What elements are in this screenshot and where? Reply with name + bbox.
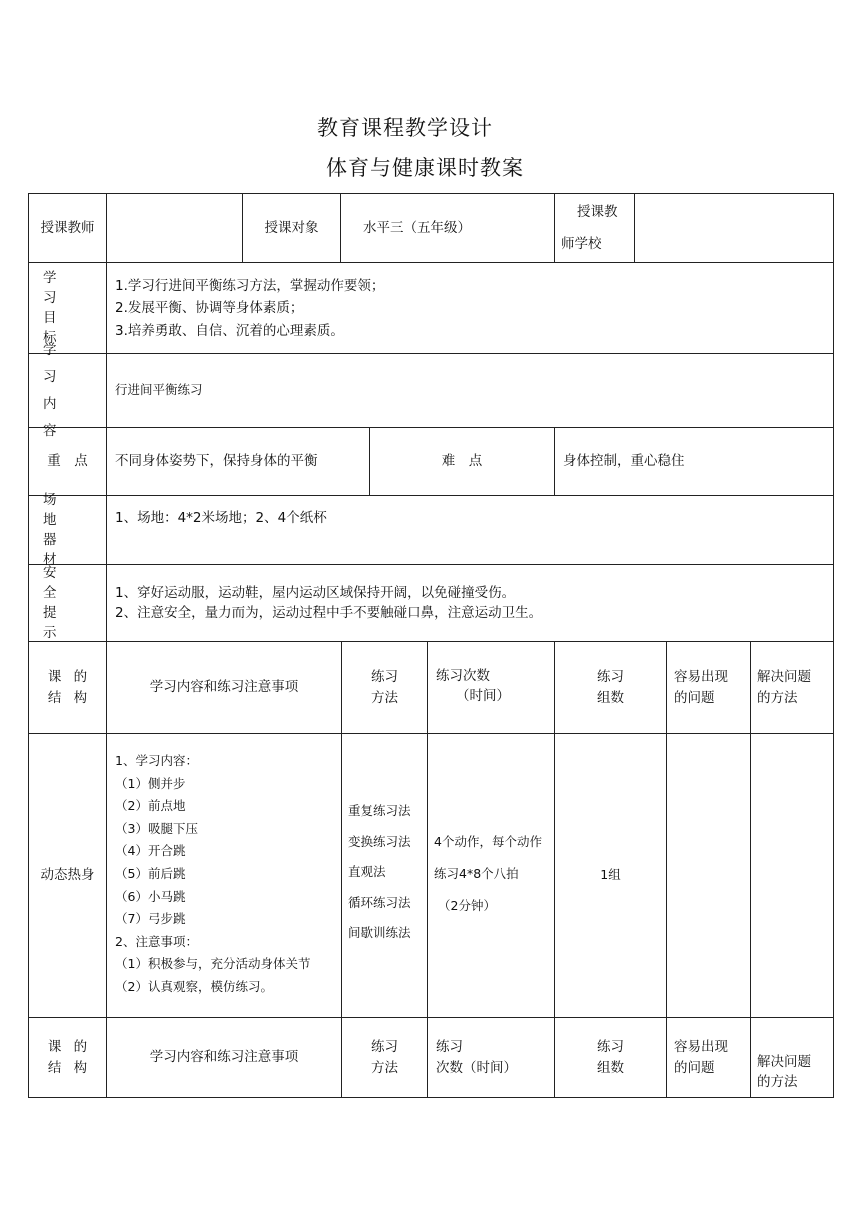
structure-header-2-line1: 课 的 <box>47 1039 92 1056</box>
problems-header-2-line2: 的问题 <box>674 1059 715 1076</box>
warmup-methods <box>342 734 428 1018</box>
groups-header-line2: 组数 <box>597 689 624 706</box>
venue-label-line2: 器 材 <box>43 532 71 569</box>
warmup-label: 动态热身 <box>29 734 107 1018</box>
target-value: 水平三（五年级） <box>341 194 555 263</box>
warmup-line: （6）小马跳 <box>115 888 186 904</box>
school-label-line1: 授课教 <box>577 204 618 220</box>
lesson-plan-table <box>28 193 834 1098</box>
school-label-line2: 师学校 <box>561 236 602 252</box>
content-label-line2: 内 容 <box>43 395 71 439</box>
safety-label <box>29 565 107 642</box>
solutions-header-2 <box>751 1018 834 1098</box>
venue-label <box>29 491 107 569</box>
structure-header-2 <box>29 1018 107 1098</box>
method-header <box>342 642 428 734</box>
safety-label-line1: 安 全 <box>43 564 71 601</box>
solutions-header-line2: 的方法 <box>757 689 798 706</box>
method-header-line1: 练习 <box>371 669 398 686</box>
warmup-line: （5）前后跳 <box>115 865 186 881</box>
safety-label-line2: 提 示 <box>43 605 71 642</box>
warmup-content <box>107 734 342 1018</box>
goals-label-line2: 目 标 <box>43 310 71 347</box>
goal-item: 3.培养勇敢、自信、沉着的心理素质。 <box>115 322 344 339</box>
structure-header-line1: 课 的 <box>47 669 92 686</box>
problems-header-2-line1: 容易出现 <box>674 1039 728 1056</box>
solutions-header-2-line2: 的方法 <box>757 1074 798 1091</box>
warmup-line: 2、注意事项： <box>115 933 198 949</box>
key-value: 不同身体姿势下，保持身体的平衡 <box>107 428 370 496</box>
warmup-method: 间歇训练法 <box>348 925 411 940</box>
problems-header-line1: 容易出现 <box>674 669 728 686</box>
problems-header-2 <box>667 1018 751 1098</box>
safety-list <box>107 565 834 642</box>
groups-header-2-line1: 练习 <box>597 1039 624 1056</box>
safety-item: 2、注意安全，量力而为，运动过程中手不要触碰口鼻，注意运动卫生。 <box>115 605 543 621</box>
problems-header <box>667 642 751 734</box>
times-header-2 <box>428 1018 555 1098</box>
times-header-line2: （时间） <box>456 688 510 704</box>
goal-item: 1.学习行进间平衡练习方法，掌握动作要领； <box>115 278 385 294</box>
problems-header-line2: 的问题 <box>674 689 715 706</box>
warmup-line: （2）认真观察，模仿练习。 <box>115 978 273 994</box>
school-value <box>635 194 834 263</box>
groups-header <box>555 642 667 734</box>
warmup-times-line: （2分钟） <box>438 898 496 913</box>
warmup-times-line: 练习4*8个八拍 <box>434 866 519 881</box>
warmup-method: 直观法 <box>348 864 386 879</box>
content-label <box>29 341 107 439</box>
goal-item: 2.发展平衡、协调等身体素质； <box>115 300 304 317</box>
school-label <box>555 194 635 263</box>
document-title: 教育课程教学设计 <box>317 116 493 140</box>
times-header <box>428 642 555 734</box>
difficulty-value: 身体控制，重心稳住 <box>555 428 834 496</box>
content-label-line1: 学 习 <box>43 341 71 385</box>
structure-header <box>29 642 107 734</box>
key-label: 重 点 <box>29 428 107 496</box>
difficulty-label: 难 点 <box>370 428 555 496</box>
solutions-header-2-line1: 解决问题 <box>757 1054 811 1070</box>
groups-header-2 <box>555 1018 667 1098</box>
teacher-label: 授课教师 <box>29 194 107 263</box>
warmup-method: 循环练习法 <box>348 894 411 910</box>
content-header-2: 学习内容和练习注意事项 <box>107 1018 342 1098</box>
warmup-line: （3）吸腿下压 <box>115 820 198 836</box>
method-header-line2: 方法 <box>371 689 398 706</box>
document-subtitle: 体育与健康课时教案 <box>326 156 524 180</box>
warmup-method: 变换练习法 <box>348 833 411 849</box>
method-header-2 <box>342 1018 428 1098</box>
content-header: 学习内容和练习注意事项 <box>107 642 342 734</box>
groups-header-2-line2: 组数 <box>597 1059 624 1076</box>
warmup-line: （1）侧并步 <box>115 775 186 791</box>
venue-text: 1、场地：4*2米场地；2、4个纸杯 <box>115 510 327 526</box>
warmup-solutions <box>751 734 834 1018</box>
content-value: 行进间平衡练习 <box>107 354 834 428</box>
times-header-line1: 练习次数 <box>436 668 490 684</box>
structure-header-line2: 结 构 <box>47 689 92 706</box>
method-header-2-line1: 练习 <box>371 1039 398 1056</box>
venue-value <box>107 496 834 565</box>
warmup-groups: 1组 <box>555 734 667 1018</box>
warmup-times <box>428 734 555 1018</box>
warmup-line: （2）前点地 <box>115 798 186 814</box>
times-header-2-line1: 练习 <box>436 1039 463 1056</box>
groups-header-line1: 练习 <box>597 669 624 686</box>
warmup-line: （4）开合跳 <box>115 843 186 859</box>
safety-item: 1、穿好运动服，运动鞋，屋内运动区域保持开阔，以免碰撞受伤。 <box>115 584 516 601</box>
structure-header-2-line2: 结 构 <box>47 1059 92 1076</box>
solutions-header-line1: 解决问题 <box>757 669 811 686</box>
warmup-method: 重复练习法 <box>348 803 411 818</box>
times-header-2-line2: 次数（时间） <box>436 1059 517 1076</box>
goals-list <box>107 263 834 354</box>
solutions-header <box>751 642 834 734</box>
venue-label-line1: 场 地 <box>43 491 71 528</box>
warmup-line: 1、学习内容： <box>115 753 198 768</box>
method-header-2-line2: 方法 <box>371 1059 398 1076</box>
warmup-line: （1）积极参与，充分活动身体关节 <box>115 956 311 972</box>
warmup-line: （7）弓步跳 <box>115 911 186 927</box>
teacher-value <box>107 194 243 263</box>
warmup-problems <box>667 734 751 1018</box>
goals-label-line1: 学 习 <box>43 269 71 306</box>
warmup-times-line: 4个动作，每个动作 <box>434 834 542 849</box>
target-label: 授课对象 <box>243 194 341 263</box>
